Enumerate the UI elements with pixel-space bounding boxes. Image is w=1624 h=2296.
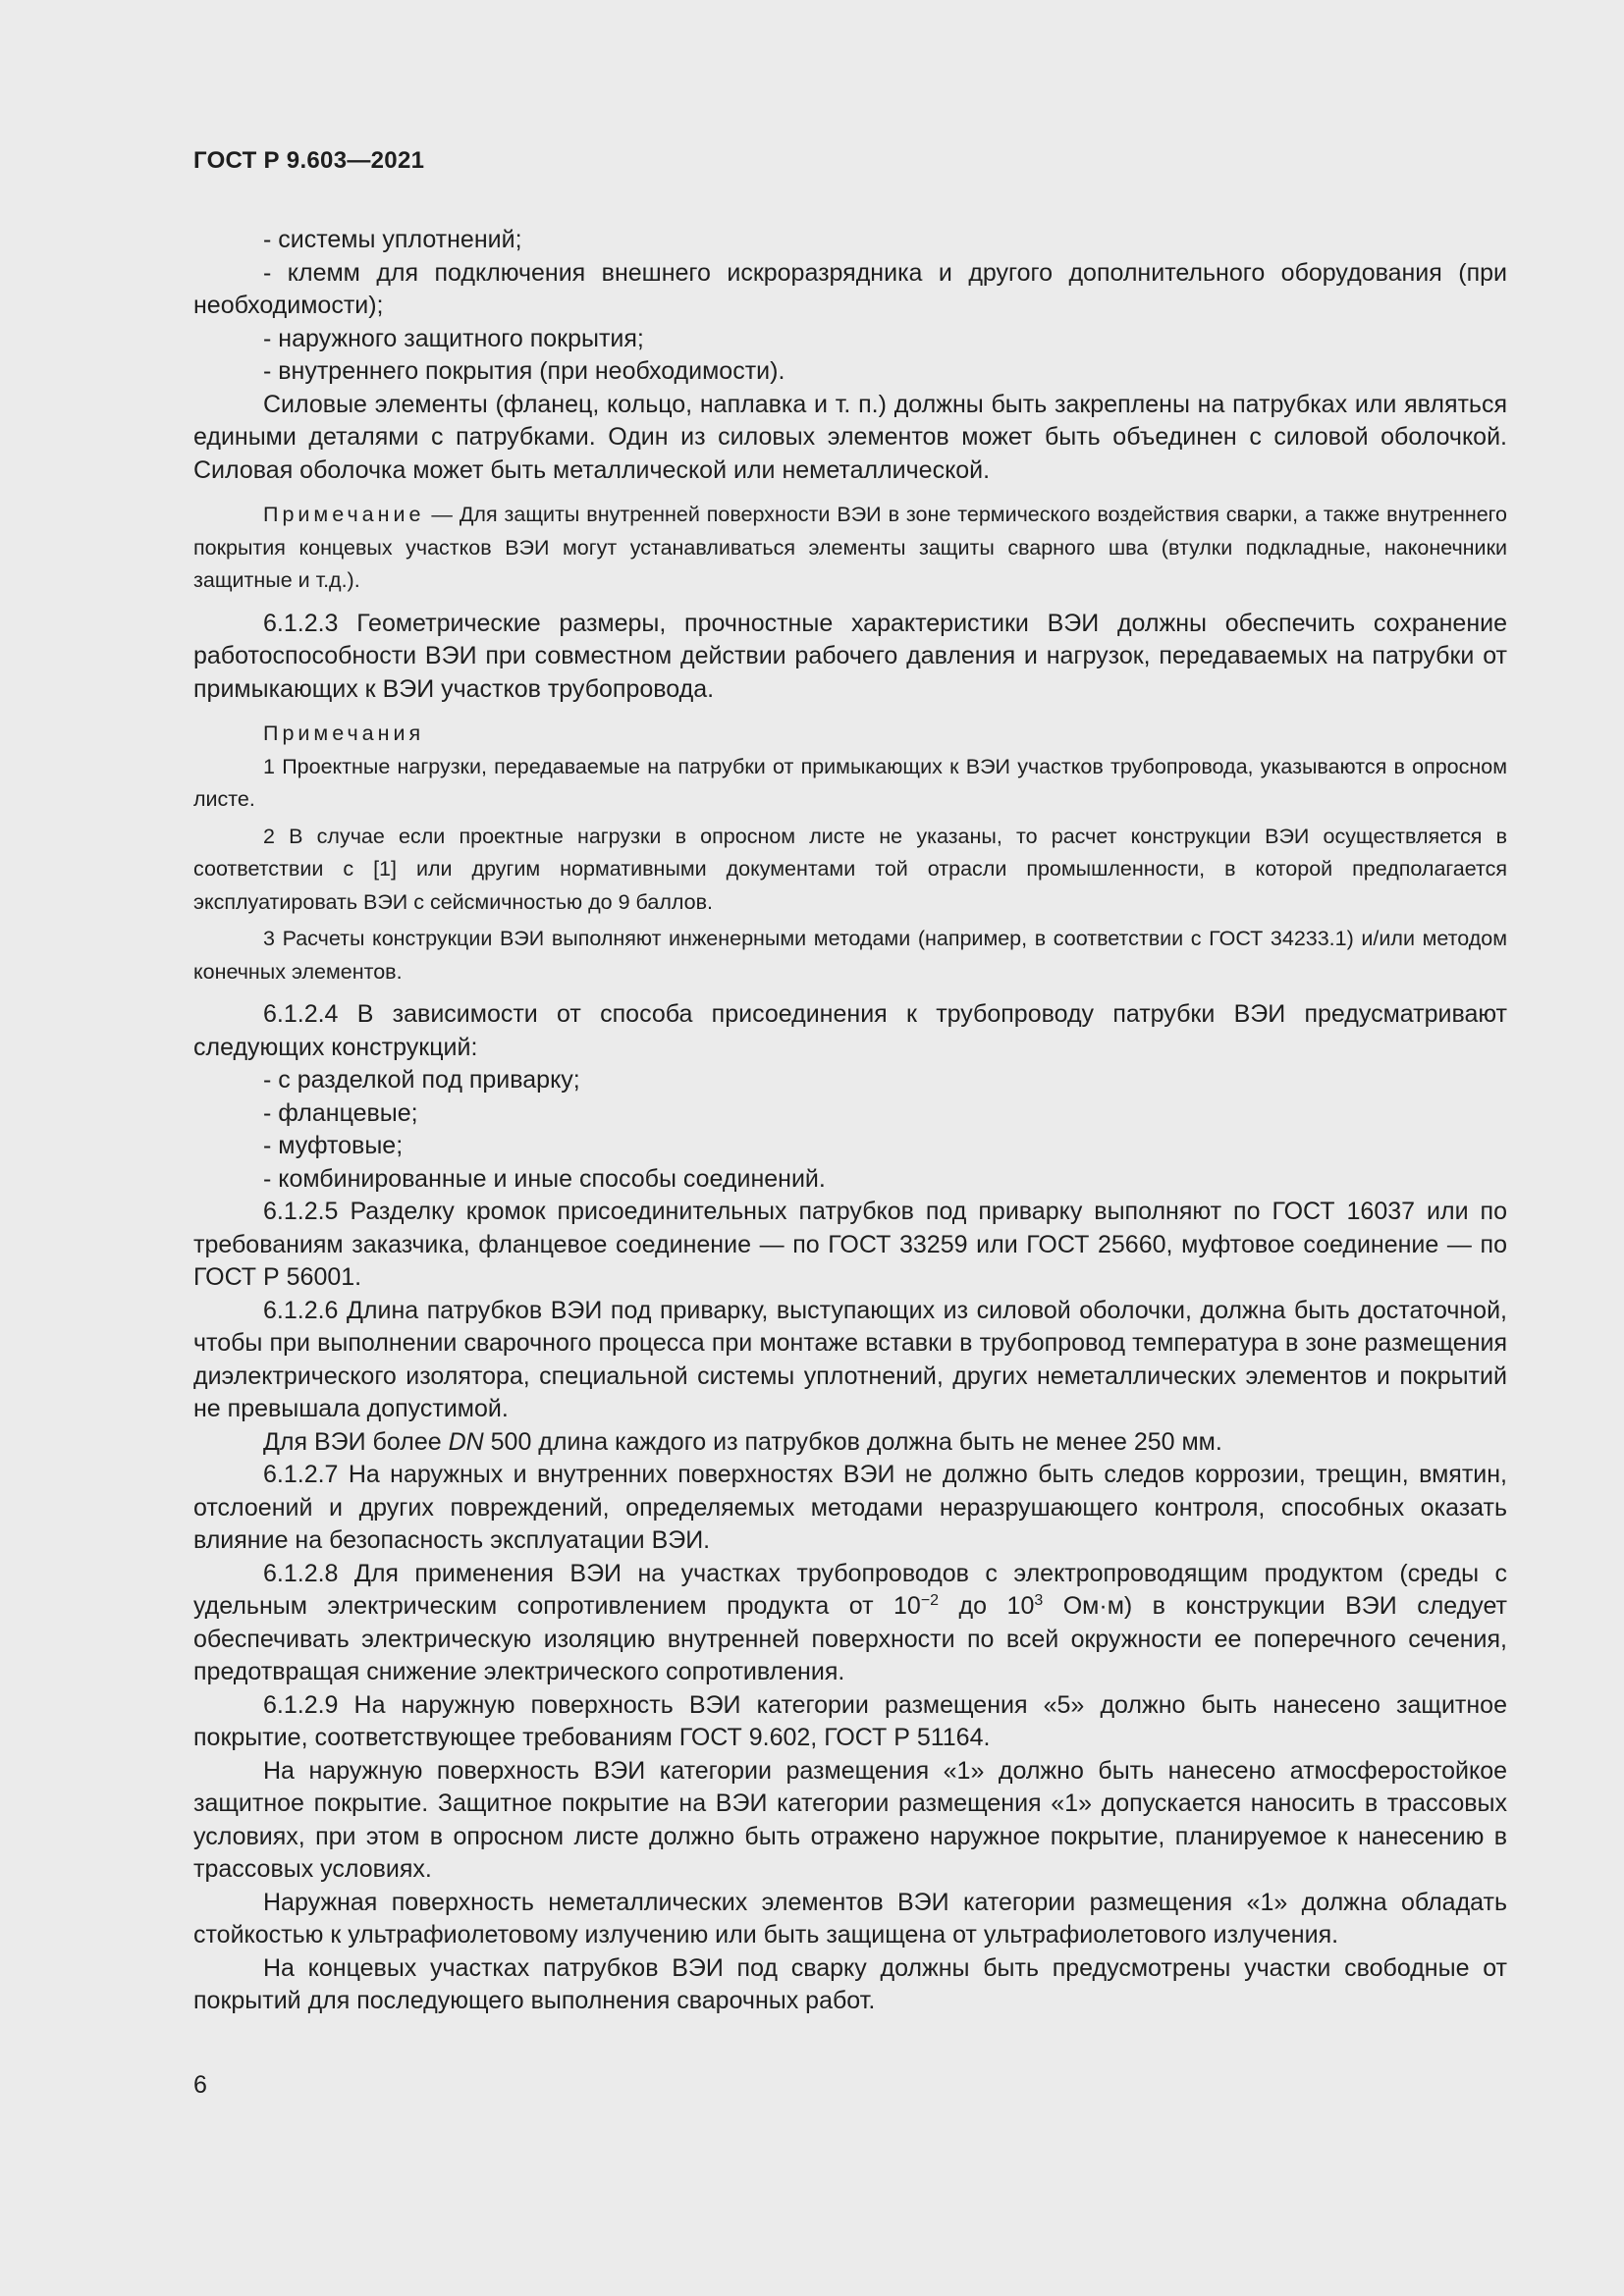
note-1 bbox=[193, 499, 1507, 598]
note-text: — Для защиты внутренней поверхности ВЭИ в зоне термического воздействия сварки, а также внутреннего покрытия концевых участков ВЭИ могут устанавливаться элементы защиты сварного шва (втулки подкладные, наконечники защитные и т.д.). bbox=[193, 503, 1507, 592]
paragraph-power-elements: Силовые элементы (фланец, кольцо, наплавка и т. п.) должны быть закреплены на патрубках или являться едиными деталями с патрубками. Один из силовых элементов может быть объединен с силовой оболочкой. Силовая оболочка может быть металлической или неметаллической. bbox=[193, 390, 1507, 484]
note-item: 3 Расчеты конструкции ВЭИ выполняют инженерными методами (например, в соответствии с ГОСТ 34233.1) и/или методом конечных элементов. bbox=[193, 927, 1507, 984]
dn-italic: DN bbox=[448, 1427, 484, 1456]
paragraph-category-1: На наружную поверхность ВЭИ категории размещения «1» должно быть нанесено атмосферостойкое защитное покрытие. Защитное покрытие на ВЭИ категории размещения «1» допускается наносить в трассовых условиях, при этом в опросном листе должно быть отражено наружное покрытие, планируемое к нанесению в трассовых условиях. bbox=[193, 1756, 1507, 1883]
paragraph-6-1-2-4: 6.1.2.4 В зависимости от способа присоединения к трубопроводу патрубки ВЭИ предусматривают следующих конструкций: bbox=[193, 1000, 1507, 1061]
paragraph-6-1-2-3: 6.1.2.3 Геометрические размеры, прочностные характеристики ВЭИ должны обеспечить сохранение работоспособности ВЭИ при совместном действии рабочего давления и нагрузок, передаваемых на патрубки от примыкающих к ВЭИ участков трубопровода. bbox=[193, 609, 1507, 703]
notes-title: Примечания bbox=[263, 721, 425, 745]
list-item: - комбинированные и иные способы соединений. bbox=[263, 1164, 826, 1193]
list-item: - муфтовые; bbox=[263, 1132, 404, 1159]
exponent: 3 bbox=[1034, 1592, 1044, 1609]
note-item: 1 Проектные нагрузки, передаваемые на патрубки от примыкающих к ВЭИ участков трубопровода, указываются в опросном листе. bbox=[193, 754, 1507, 811]
paragraph-dn: Для ВЭИ более DN 500 длина каждого из патрубков должна быть не менее 250 мм. bbox=[263, 1427, 1222, 1456]
list-item: - системы уплотнений; bbox=[263, 226, 522, 253]
paragraph-6-1-2-7: 6.1.2.7 На наружных и внутренних поверхностях ВЭИ не должно быть следов коррозии, трещин, вмятин, отслоений и других повреждений, определяемых методами неразрушающего контроля, способных оказать влияние на безопасность эксплуатации ВЭИ. bbox=[193, 1461, 1507, 1554]
paragraph-nonmetal: Наружная поверхность неметаллических элементов ВЭИ категории размещения «1» должна обладать стойкостью к ультрафиолетовому излучению или быть защищена от ультрафиолетового излучения. bbox=[193, 1888, 1507, 1949]
note-item: 2 В случае если проектные нагрузки в опросном листе не указаны, то расчет конструкции ВЭИ осуществляется в соответствии с [1] или другим нормативными документами той отрасли промышленности, в которой предполагается эксплуатировать ВЭИ с сейсмичностью до 9 баллов. bbox=[193, 824, 1507, 914]
list-item: - клемм для подключения внешнего искроразрядника и другого дополнительного оборудования (при необходимости); bbox=[193, 258, 1507, 319]
list-item: - фланцевые; bbox=[263, 1098, 418, 1127]
page-body bbox=[193, 224, 1507, 2018]
paragraph-6-1-2-5: 6.1.2.5 Разделку кромок присоединительных патрубков под приварку выполняют по ГОСТ 16037 или по требованиям заказчика, фланцевое соединение — по ГОСТ 33259 или ГОСТ 25660, муфтовое соединение — по ГОСТ Р 56001. bbox=[193, 1198, 1507, 1291]
page-number: 6 bbox=[193, 2071, 207, 2099]
paragraph-6-1-2-8: 6.1.2.8 Для применения ВЭИ на участках трубопроводов с электропроводящим продуктом (среды с удельным электрическим сопротивлением продукта от $10^{-2}$ до $10^3$ Ом·м) в конструкции ВЭИ следует обеспечивать электрическую изоляцию внутренней поверхности по всей окружности ее поперечного сечения, предотвращая снижение электрического сопротивления. bbox=[193, 1559, 1507, 1685]
paragraph-end-sections: На концевых участках патрубков ВЭИ под сварку должны быть предусмотрены участки свободные от покрытий для последующего выполнения сварочных работ. bbox=[193, 1953, 1507, 2014]
paragraph-6-1-2-9: 6.1.2.9 На наружную поверхность ВЭИ категории размещения «5» должно быть нанесено защитное покрытие, соответствующее требованиям ГОСТ 9.602, ГОСТ Р 51164. bbox=[193, 1690, 1507, 1751]
list-item: - с разделкой под приварку; bbox=[263, 1066, 580, 1094]
list-item: - внутреннего покрытия (при необходимости). bbox=[263, 357, 785, 385]
list-item: - наружного защитного покрытия; bbox=[263, 324, 644, 352]
document-code-header: ГОСТ Р 9.603—2021 bbox=[193, 147, 425, 174]
paragraph-6-1-2-6: 6.1.2.6 Длина патрубков ВЭИ под приварку, выступающих из силовой оболочки, должна быть достаточной, чтобы при выполнении сварочного процесса при монтаже вставки в трубопровод температура в зоне размещения диэлектрического изолятора, специальной системы уплотнений, других неметаллических элементов и покрытий не превышала допустимой. bbox=[193, 1296, 1507, 1422]
exponent: −2 bbox=[920, 1592, 940, 1609]
note-title: Примечание bbox=[263, 503, 425, 526]
